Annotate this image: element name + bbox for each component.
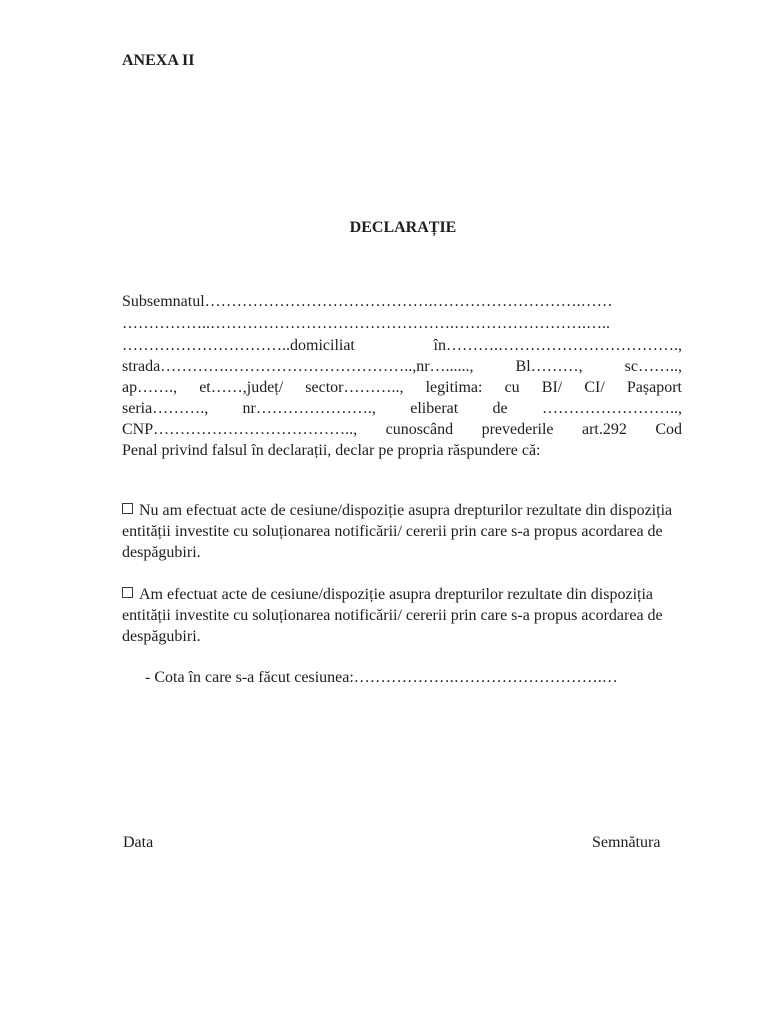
option-not-ceded[interactable] [122,500,682,563]
body-line-6: seria………., nr…………………., eliberat de …………………….., [122,400,682,417]
body-line-1: Subsemnatul…………………………………….……………………….…… [122,293,613,310]
annex-label: ANEXA II [122,52,195,69]
body-line-4: strada………….……………………………..,nr…......, Bl………, sc…….., [122,358,682,375]
date-label: Data [123,834,154,851]
cota-line: - Cota în care s-a făcut cesiunea:……………….……………………….… [145,669,618,686]
page-title: DECLARAȚIE [349,219,457,236]
option-not-ceded-label: Nu am efectuat acte de cesiune/dispoziție asupra drepturilor rezultate din dispoziția entității investite cu soluționarea notificării/ cererii prin care s-a propus acordarea de despăgubiri. [122,502,673,561]
checkbox-not-ceded[interactable] [122,503,133,514]
option-ceded[interactable] [122,584,682,647]
option-ceded-label: Am efectuat acte de cesiune/dispoziție asupra drepturilor rezultate din dispoziția entității investite cu soluționarea notificării/ cererii prin care s-a propus acordarea de despăgubiri. [122,586,663,645]
body-line-5: ap……., et……,județ/ sector……….., legitima: cu BI/ CI/ Pașaport [122,379,682,396]
body-line-2: ……………..……………………………………….…………………….….. [122,315,610,332]
signature-label: Semnătura [592,834,661,851]
body-line-7: CNP……………………………….., cunoscând prevederile art.292 Cod [122,421,682,438]
body-line-3: …………………………..domiciliat în……….……………………………., [122,337,682,354]
body-line-8: Penal privind falsul în declarații, declar pe propria răspundere că: [122,442,541,459]
checkbox-ceded[interactable] [122,587,133,598]
